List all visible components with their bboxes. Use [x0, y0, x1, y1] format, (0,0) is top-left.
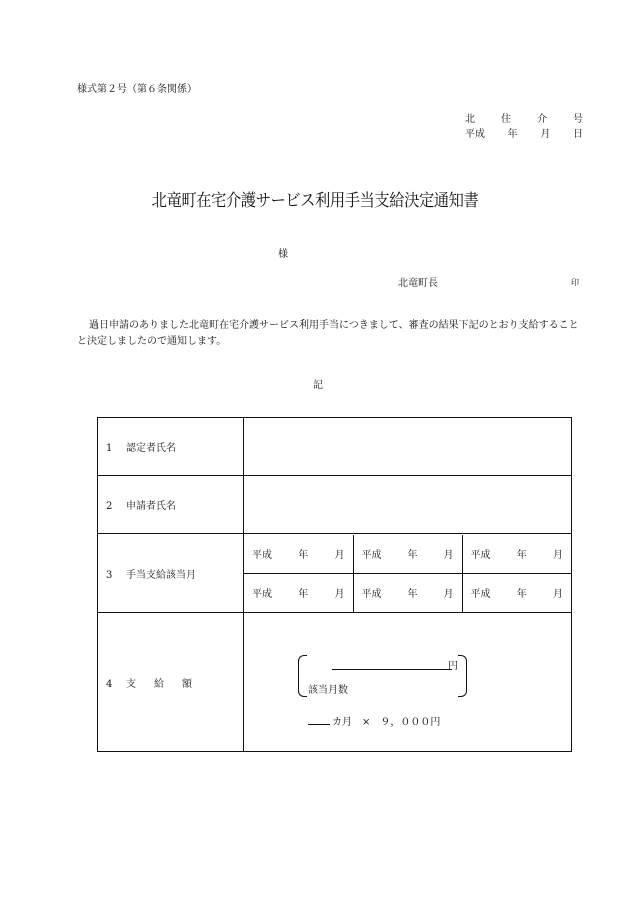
left-bracket — [298, 655, 307, 697]
table-row — [98, 418, 572, 476]
months-label: 該当月数 — [308, 685, 348, 696]
date-part: 月 — [540, 129, 551, 140]
era-label: 平成 — [470, 589, 491, 600]
doc-number-part: 介 — [537, 114, 547, 125]
yen-unit: 円 — [448, 661, 458, 672]
issue-date — [465, 125, 583, 140]
era-label: 平成 — [361, 589, 382, 600]
month-field[interactable] — [244, 573, 353, 612]
year-label: 年 — [516, 589, 527, 600]
date-part: 平成 — [465, 129, 485, 140]
month-label: 月 — [553, 589, 563, 600]
month-field[interactable] — [353, 535, 462, 574]
ki-heading: 記 — [313, 380, 323, 391]
table-row — [98, 534, 572, 613]
row-number: 2 — [106, 501, 113, 512]
month-count-blank[interactable] — [308, 724, 330, 725]
month-field[interactable] — [353, 573, 462, 612]
era-label: 平成 — [252, 550, 272, 561]
issuer-name: 北竜町長 — [398, 278, 438, 289]
document-number — [465, 110, 583, 125]
row-label-text: 認定者氏名 — [126, 443, 176, 454]
row-label — [98, 534, 244, 613]
month-label: 月 — [553, 550, 563, 561]
form-number-label: 様式第２号（第６条関係） — [77, 84, 197, 95]
date-part: 日 — [572, 129, 583, 140]
notice-body: 過日申請のありました北竜町在宅介護サービス利用手当につきまして、審査の結果下記のとおり支給することと決定しましたので通知します。 — [77, 320, 579, 347]
amount-blank[interactable] — [332, 669, 452, 670]
row-label-text: 申請者氏名 — [126, 501, 176, 512]
applicant-name-field[interactable] — [244, 476, 572, 534]
row-number: 1 — [106, 443, 113, 454]
addressee-suffix: 様 — [278, 249, 288, 260]
year-label: 年 — [407, 589, 418, 600]
decision-table — [97, 417, 572, 752]
row-label-text: 支給額 — [126, 678, 210, 690]
amount-calculation — [244, 613, 571, 751]
document-title: 北竜町在宅介護サービス利用手当支給決定通知書 — [151, 191, 479, 211]
formula-text: カ月 × ９，０００円 — [332, 717, 441, 728]
month-label: 月 — [334, 589, 345, 600]
payment-amount-cell — [244, 613, 572, 752]
seal-mark: 印 — [571, 278, 579, 287]
year-label: 年 — [407, 550, 418, 561]
month-label: 月 — [443, 589, 454, 600]
table-row — [98, 613, 572, 752]
month-field[interactable] — [462, 535, 571, 574]
months-grid — [244, 535, 571, 612]
month-field[interactable] — [244, 535, 353, 574]
era-label: 平成 — [252, 589, 272, 600]
year-label: 年 — [516, 550, 527, 561]
right-bracket — [458, 655, 467, 697]
row-number: 4 — [106, 678, 113, 690]
row-label — [98, 613, 244, 752]
year-label: 年 — [298, 589, 309, 600]
table-row — [98, 476, 572, 534]
month-field[interactable] — [462, 573, 571, 612]
row-label — [98, 476, 244, 534]
year-label: 年 — [298, 550, 309, 561]
row-label-text: 手当支給該当月 — [126, 569, 196, 581]
doc-number-part: 号 — [573, 114, 583, 125]
month-label: 月 — [443, 550, 454, 561]
applicable-months-cell — [244, 534, 572, 613]
row-number: 3 — [106, 569, 113, 581]
month-label: 月 — [334, 550, 345, 561]
formula-line — [308, 713, 440, 728]
doc-number-part: 北 — [465, 114, 475, 125]
era-label: 平成 — [470, 550, 491, 561]
doc-number-part: 住 — [501, 114, 511, 125]
certified-person-name-field[interactable] — [244, 418, 572, 476]
era-label: 平成 — [361, 550, 382, 561]
row-label — [98, 418, 244, 476]
date-part: 年 — [507, 129, 518, 140]
